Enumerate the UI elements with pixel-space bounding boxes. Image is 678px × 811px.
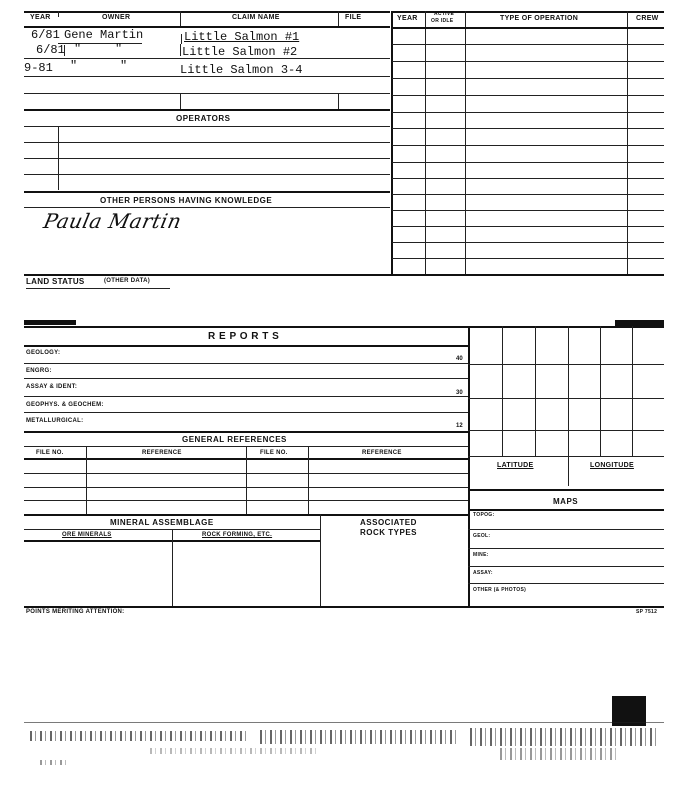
- general-references-title: GENERAL REFERENCES: [182, 435, 287, 444]
- maps-title: MAPS: [553, 497, 579, 506]
- ops-header-crew: CREW: [636, 15, 659, 22]
- claim-owner: ": [70, 59, 78, 73]
- report-number: 12: [456, 423, 463, 429]
- header-year: YEAR: [30, 14, 51, 21]
- report-label: METALLURGICAL:: [26, 418, 84, 424]
- ops-header-year: YEAR: [397, 15, 418, 22]
- other-persons-title: OTHER PERSONS HAVING KNOWLEDGE: [100, 196, 273, 205]
- longitude-label: LONGITUDE: [590, 462, 634, 469]
- ops-header-active: ACTIVE: [434, 11, 455, 17]
- header-claim-name: CLAIM NAME: [232, 14, 280, 21]
- maps-item: OTHER (& PHOTOS): [473, 587, 527, 593]
- land-status-sub: (OTHER DATA): [104, 278, 151, 284]
- claim-name: Little Salmon #1: [184, 30, 300, 44]
- report-number: 30: [456, 390, 463, 396]
- points-meriting-attention: POINTS MERITING ATTENTION:: [26, 609, 125, 615]
- signature: Paula Martin: [41, 209, 184, 233]
- claim-name: Little Salmon #2: [182, 45, 298, 59]
- mineral-title: MINERAL ASSEMBLAGE: [110, 518, 214, 527]
- ops-header-type: TYPE OF OPERATION: [500, 15, 579, 22]
- maps-item: GEOL:: [473, 533, 491, 539]
- form-number: SP 7512: [636, 609, 658, 615]
- rock-types-label: ROCK TYPES: [360, 528, 418, 537]
- ops-header-idle: OR IDLE: [431, 18, 454, 24]
- claim-owner: ": [74, 42, 82, 56]
- gr-header-file2: FILE NO.: [260, 450, 288, 456]
- operators-title: OPERATORS: [176, 114, 231, 123]
- maps-item: TOPOG:: [473, 512, 495, 518]
- maps-item: ASSAY:: [473, 570, 493, 576]
- latitude-label: LATITUDE: [497, 462, 534, 469]
- gr-header-ref1: REFERENCE: [142, 450, 182, 456]
- gr-header-ref2: REFERENCE: [362, 450, 402, 456]
- gr-header-file1: FILE NO.: [36, 450, 64, 456]
- report-label: ENGRG:: [26, 368, 52, 374]
- report-label: GEOPHYS. & GEOCHEM:: [26, 402, 104, 408]
- report-label: GEOLOGY:: [26, 350, 61, 356]
- maps-item: MINE:: [473, 552, 489, 558]
- rock-forming-label: ROCK FORMING, ETC.: [202, 532, 273, 538]
- claim-owner-ditto: ": [120, 59, 128, 73]
- report-label: ASSAY & IDENT:: [26, 384, 78, 390]
- header-file: FILE: [345, 14, 362, 21]
- report-number: 40: [456, 356, 463, 362]
- land-status-label: LAND STATUS: [26, 277, 85, 286]
- ore-minerals-label: ORE MINERALS: [62, 532, 112, 538]
- claim-year: 6/81: [31, 28, 60, 42]
- associated-label: ASSOCIATED: [360, 518, 417, 527]
- claim-owner-ditto: ": [115, 42, 123, 56]
- claim-name: Little Salmon 3-4: [180, 63, 303, 77]
- claim-owner: Gene Martin: [64, 28, 144, 42]
- header-owner: OWNER: [102, 14, 131, 21]
- claim-year: 6/81: [36, 43, 65, 57]
- claim-year: 9-81: [24, 61, 53, 75]
- reports-title: R E P O R T S: [208, 331, 280, 342]
